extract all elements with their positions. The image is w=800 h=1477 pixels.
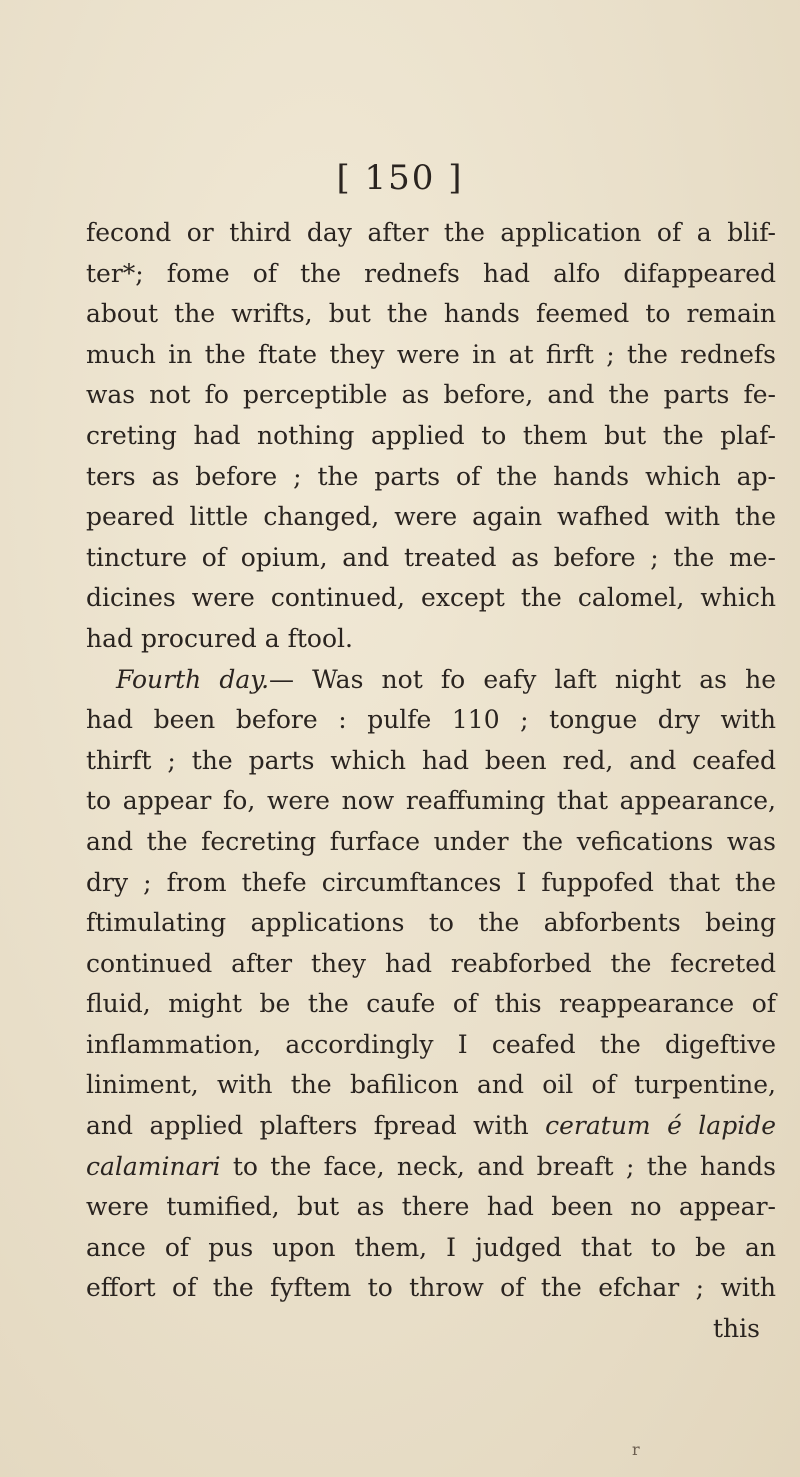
text-line: liniment, with the bafilicon and oil of turpentine,	[86, 1070, 776, 1100]
text-line: fluid, might be the caufe of this reappearance of	[86, 989, 776, 1019]
text-line	[86, 660, 776, 701]
text-line: fecond or third day after the application of a blif-	[86, 218, 776, 247]
catchword: this	[713, 1314, 760, 1344]
body-text	[86, 213, 776, 1350]
text-line	[86, 1147, 776, 1188]
text-line: to appear fo, were now reaffuming that appearance,	[86, 786, 776, 816]
page-number: [ 150 ]	[336, 158, 464, 198]
text-line: continued after they had reabforbed the fecreted	[86, 948, 776, 978]
text-line: dicines were continued, except the calomel, which	[86, 583, 776, 613]
text-line: thirft ; the parts which had been red, and ceafed	[86, 745, 776, 775]
text-line: much in the ftate they were in at firft ; the rednefs	[86, 339, 776, 369]
text-line	[86, 1106, 776, 1147]
text-line: and the fecreting furface under the vefications was	[86, 826, 776, 856]
text-line: peared little changed, were again wafhed with the	[86, 502, 776, 532]
text-span: and applied plafters fpread with	[86, 1111, 529, 1141]
calaminari-term: calaminari	[86, 1151, 221, 1181]
text-span: — Was not fo eafy laft night as he	[269, 664, 776, 694]
text-line: inflammation, accordingly I ceafed the digeftive	[86, 1029, 776, 1059]
text-line: had procured a ftool.	[86, 623, 353, 653]
text-line: ance of pus upon them, I judged that to be an	[86, 1232, 776, 1262]
stray-mark: r	[632, 1440, 640, 1459]
text-line: ters as before ; the parts of the hands which ap-	[86, 461, 776, 491]
text-line: was not fo perceptible as before, and the parts fe-	[86, 380, 776, 410]
text-line: creting had nothing applied to them but the plaf-	[86, 420, 776, 450]
text-line: tincture of opium, and treated as before ; the me-	[86, 542, 776, 572]
text-line: had been before : pulfe 110 ; tongue dry with	[86, 705, 776, 735]
text-line: ter*; fome of the rednefs had alfo difappeared	[86, 258, 776, 288]
ceratum-term: ceratum é lapide	[545, 1111, 776, 1141]
fourth-day-heading: Fourth day.	[116, 664, 270, 694]
text-line: about the wrifts, but the hands feemed to remain	[86, 299, 776, 329]
text-line: were tumified, but as there had been no appear-	[86, 1192, 776, 1222]
text-line: dry ; from thefe circumftances I fuppofed that the	[86, 867, 776, 897]
text-span: to the face, neck, and breaft ; the hands	[232, 1151, 776, 1181]
text-line: ftimulating applications to the abforbents being	[86, 908, 776, 938]
text-line: effort of the fyftem to throw of the efchar ; with	[86, 1273, 776, 1303]
